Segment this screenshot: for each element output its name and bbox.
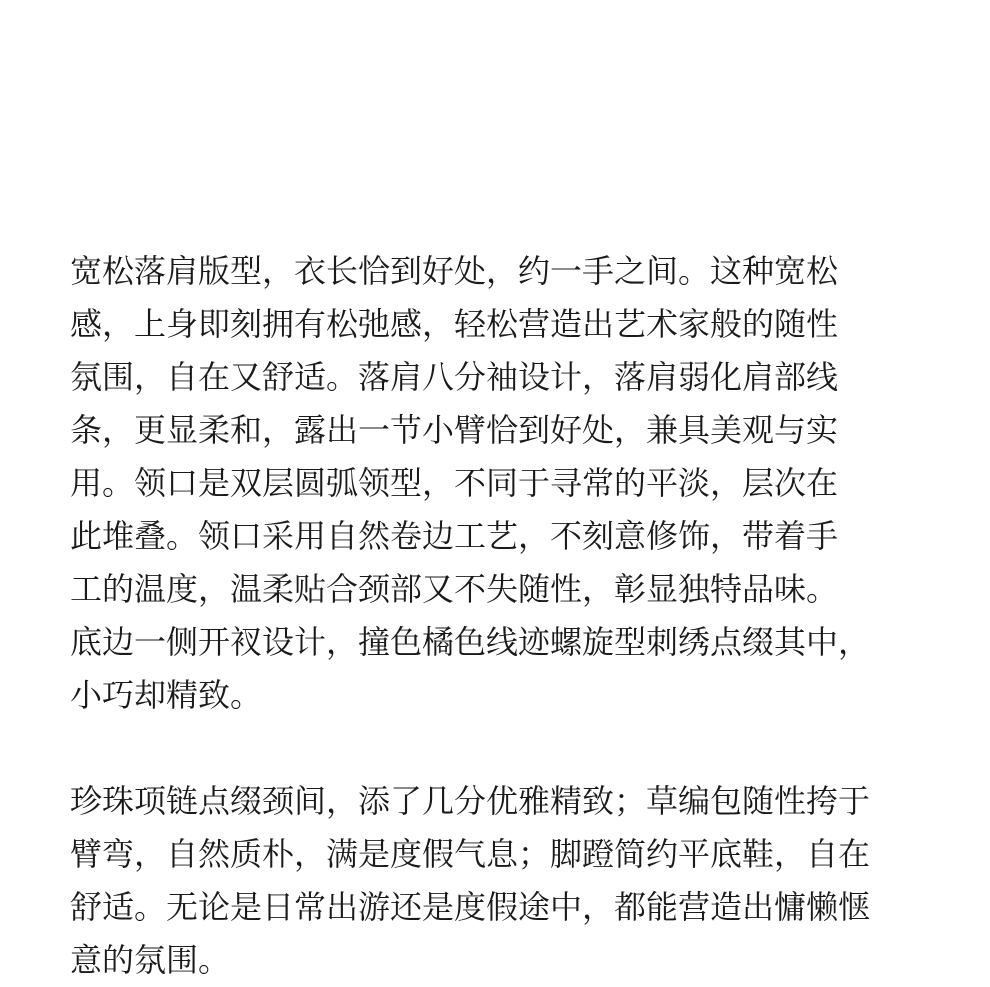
- text-line: 舒适。无论是日常出游还是度假途中，都能营造出慵懒惬: [70, 888, 871, 926]
- text-line: 臂弯，自然质朴，满是度假气息；脚蹬简约平底鞋，自在: [70, 835, 871, 873]
- text-line: 底边一侧开衩设计，撞色橘色线迹螺旋型刺绣点缀其中，: [70, 623, 871, 661]
- text-line: 珍珠项链点缀颈间，添了几分优雅精致；草编包随性挎于: [70, 782, 871, 820]
- text-line: 氛围，自在又舒适。落肩八分袖设计，落肩弱化肩部线: [70, 358, 839, 396]
- text-line: 意的氛围。: [70, 941, 231, 979]
- text-line: 工的温度，温柔贴合颈部又不失随性，彰显独特品味。: [70, 570, 839, 608]
- text-line: 小巧却精致。: [70, 676, 263, 714]
- text-line: 条，更显柔和，露出一节小臂恰到好处，兼具美观与实: [70, 411, 839, 449]
- text-line: 此堆叠。领口采用自然卷边工艺，不刻意修饰，带着手: [70, 517, 839, 555]
- paragraph-styling-details: [70, 775, 940, 987]
- paragraph-spacer: [70, 722, 940, 775]
- text-line: 宽松落肩版型，衣长恰到好处，约一手之间。这种宽松: [70, 252, 839, 290]
- paragraph-fit-details: [70, 245, 940, 722]
- text-line: 感，上身即刻拥有松弛感，轻松营造出艺术家般的随性: [70, 305, 839, 343]
- article-body: [70, 245, 940, 987]
- text-line: 用。领口是双层圆弧领型，不同于寻常的平淡，层次在: [70, 464, 839, 502]
